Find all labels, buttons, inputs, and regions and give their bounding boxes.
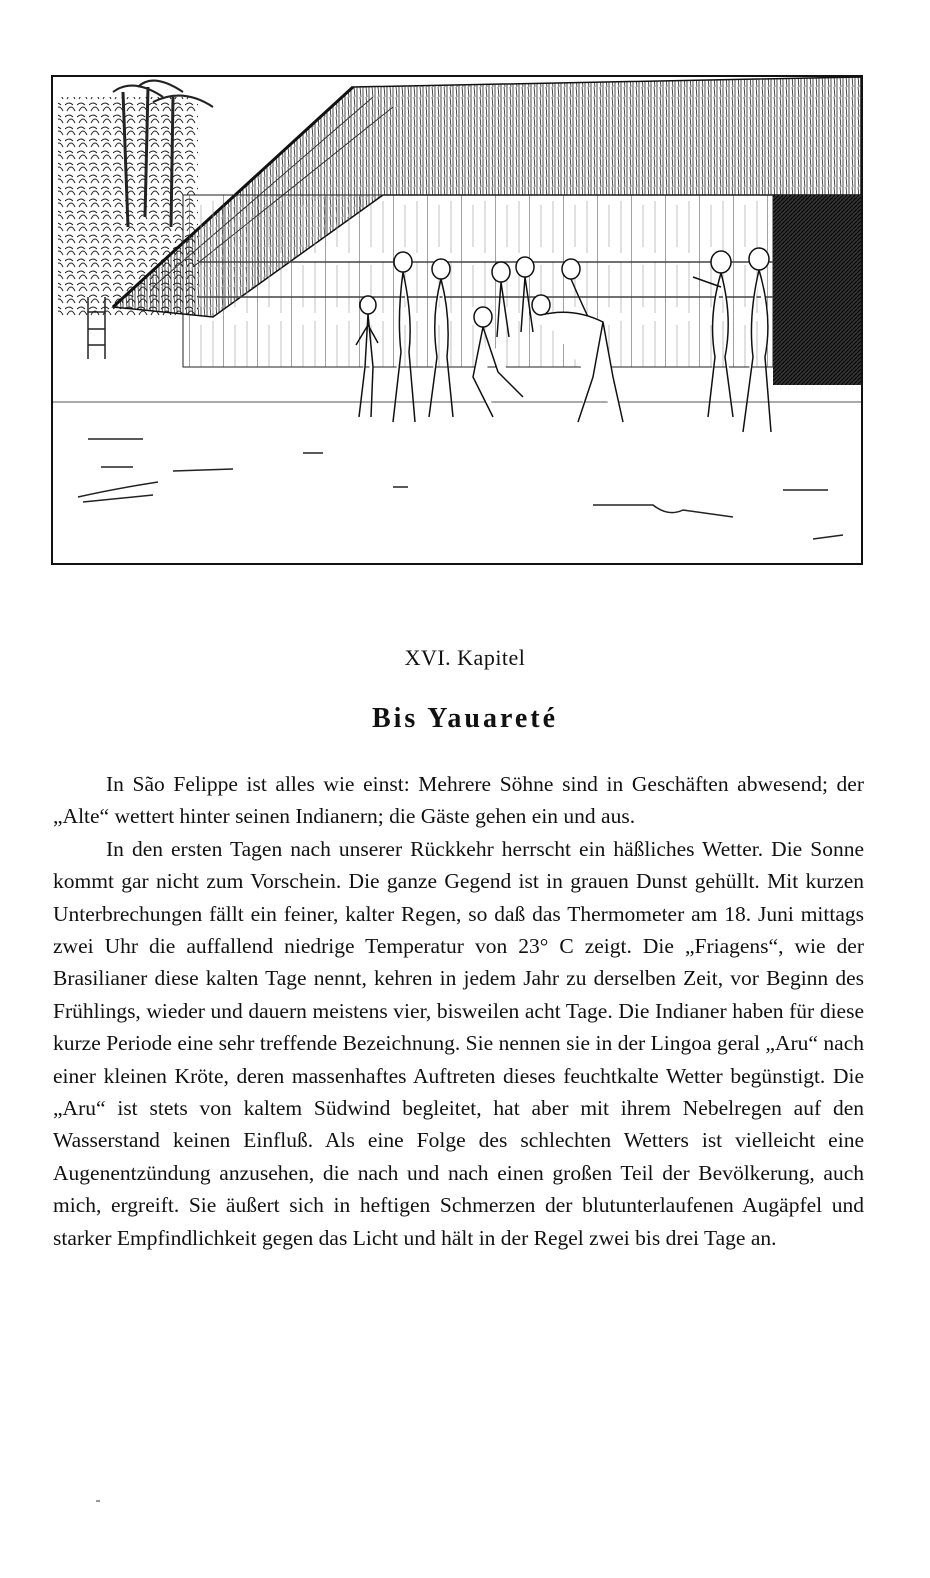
chapter-illustration — [51, 75, 863, 565]
hut-wall — [183, 195, 773, 367]
ground-marks — [78, 439, 843, 539]
doorway — [773, 195, 861, 385]
chapter-number: XVI. Kapitel — [404, 645, 526, 670]
paragraph: In den ersten Tagen nach unserer Rückkehr herrscht ein häßliches Wetter. Die Sonne kommt gar nicht zum Vorschein. Die ganze Gegend ist in grauen Dunst gehüllt. Mit kurzen Unterbrechungen fällt ein feiner, kalter Regen, so daß das Thermometer am 18. Juni mittags zwei Uhr die auffallend niedrige Temperatur von 23° C zeigt. Die „Friagens“, wie der Brasilianer diese kalten Tage nennt, kehren in jedem Jahr zu derselben Zeit, vor Beginn des Frühlings, wieder und dauern meistens vier, bisweilen acht Tage. Die Indianer haben für diese kurze Periode eine sehr treffende Bezeichnung. Sie nennen sie in der Lingoa geral „Aru“ nach einer kleinen Kröte, deren massenhaftes Auftreten dieses feuchtkalte Wetter begünstigt. Die „Aru“ ist stets von kaltem Südwind begleitet, hat aber mit ihrem Nebelregen auf den Wasserstand keinen Einfluß. Als eine Folge des schlechten Wetters ist vielleicht eine Augenentzündung anzusehen, die nach und nach einen großen Teil der Bevölkerung, auch mich, ergreift. Sie äußert sich in heftigen Schmerzen der blutunterlaufenen Augäpfel und starker Empfindlichkeit gegen das Licht und hält in der Regel zwei bis drei Tage an. — [53, 836, 864, 1250]
chapter-body — [53, 768, 864, 1254]
illustration-drawing — [53, 77, 861, 563]
print-speck — [96, 1500, 100, 1502]
paragraph: In São Felippe ist alles wie einst: Mehrere Söhne sind in Geschäften abwesend; der „Alte“ wettert hinter seinen Indianern; die Gäste gehen ein und aus. — [53, 772, 864, 829]
chapter-title: Bis Yauareté — [371, 703, 559, 734]
